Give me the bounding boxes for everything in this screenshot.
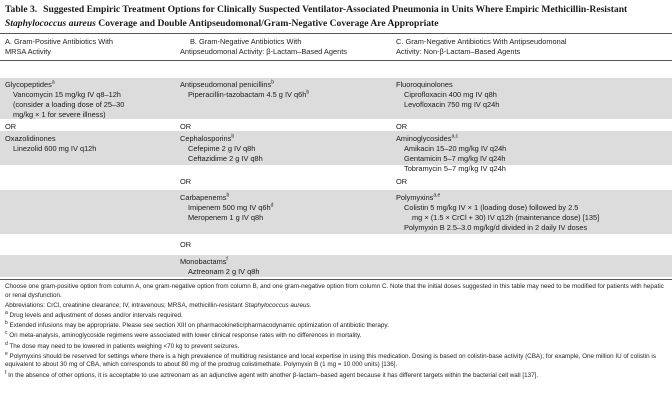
- header-col-b: [180, 37, 347, 57]
- note-instructions: Choose one gram-positive option from column A, one gram-negative option from column B, and one gram-negative option from column C. Note that the initial doses suggested in this table may need to be modified for patients with hepatic or renal dysfunction.: [5, 283, 664, 299]
- note-e: $^e$ Polymyxins should be reserved for settings where there is a high prevalence of multidrug resistance and local expertise in using this medication. Dosing is based on colistin-base activity (CBA); for example, One million IU of colistin is equivalent to about 30 mg of CBA, which corresponds to about 80 mg of the prodrug colistimethate. Polymyxin B (1 mg = 10 000 units) [136].: [5, 350, 656, 369]
- glycopeptides-heading: Glycopeptides$^a$: [5, 79, 55, 89]
- vancomycin-dose: Vancomycin 15 mg/kg IV q8–12h: [13, 90, 121, 99]
- header-col-a: [5, 37, 113, 57]
- or-label-b2: OR: [180, 177, 192, 186]
- glycopeptides-block: [5, 80, 124, 120]
- levofloxacin-dose: Levofloxacin 750 mg IV q24h: [404, 100, 500, 109]
- colistin-dose-2: mg × (1.5 × CrCl + 30) IV q12h (maintenance dose) [135]: [412, 213, 600, 222]
- polymyxins-heading: Polymyxins$^{a,e}$: [396, 192, 441, 202]
- bottom-rule: [0, 279, 672, 280]
- polymyxin-b-dose: Polymyxin B 2.5–3.0 mg/kg/d divided in 2 daily IV doses: [404, 223, 588, 232]
- note-a: $^a$ Drug levels and adjustment of doses and/or intervals required.: [5, 309, 183, 319]
- footnotes: [5, 283, 667, 382]
- header-b-line2: Antipseudomonal Activity: β-Lactam–Based Agents: [180, 47, 347, 56]
- header-rule: [0, 60, 672, 61]
- aminoglycosides-heading: Aminoglycosides$^{a,c}$: [396, 133, 459, 143]
- fluoroquinolones-heading: Fluoroquinolones: [396, 80, 453, 89]
- polymyxins-block: [396, 193, 599, 233]
- amikacin-dose: Amikacin 15–20 mg/kg IV q24h: [404, 144, 507, 153]
- oxazolidinones-block: [5, 134, 96, 154]
- linezolid-dose: Linezolid 600 mg IV q12h: [13, 144, 97, 153]
- or-label-c2: OR: [396, 177, 408, 186]
- monobactams-heading: Monobactams$^f$: [180, 256, 228, 266]
- aztreonam-dose: Aztreonam 2 g IV q8h: [188, 267, 260, 276]
- oxazolidinones-heading: Oxazolidinones: [5, 134, 56, 143]
- header-c-line2: Activity: Non-β-Lactam–Based Agents: [396, 47, 521, 56]
- note-c: $^c$ On meta-analysis, aminoglycoside regimens were associated with lower clinical response rates with no differences in mortality.: [5, 330, 362, 340]
- or-label-b3: OR: [180, 240, 192, 249]
- cefepime-dose: Cefepime 2 g IV q8h: [188, 144, 256, 153]
- row-band-2: [0, 131, 672, 165]
- carbapenems-heading: Carbapenems$^b$: [180, 192, 230, 202]
- header-col-c: [396, 37, 566, 57]
- monobactams-block: [180, 257, 260, 277]
- header-b-line1: B. Gram-Negative Antibiotics With: [190, 37, 302, 46]
- note-d: $^d$ The dose may need to be lowered in patients weighing <70 kg to prevent seizures.: [5, 340, 240, 350]
- note-abbreviations: Abbreviations: CrCl, creatinine clearance; IV, intravenous; MRSA, methicillin-resistant Staphylococcus aureus.: [5, 301, 312, 309]
- colistin-dose-1: Colistin 5 mg/kg IV × 1 (loading dose) followed by 2.5: [404, 203, 579, 212]
- penicillins-block: [180, 80, 309, 100]
- or-label-a: OR: [5, 122, 17, 131]
- piperacillin-dose: Piperacillin-tazobactam 4.5 g IV $q6h^b$: [188, 89, 310, 99]
- or-label-c1: OR: [396, 122, 408, 131]
- vancomycin-note-1: (consider a loading dose of 25–30: [13, 100, 125, 109]
- tobramycin-dose: Tobramycin 5–7 mg/kg IV q24h: [404, 164, 506, 173]
- title-italic: Staphylococcus aureus: [5, 17, 96, 29]
- ciprofloxacin-dose: Ciprofloxacin 400 mg IV q8h: [404, 90, 497, 99]
- vancomycin-note-2: mg/kg × 1 for severe illness): [13, 110, 106, 119]
- aminoglycosides-block: [396, 134, 506, 174]
- note-f: $^f$ In the absence of other options, it is acceptable to use aztreonam as an adjunctive agent with another β-lactam–based agent because it has different targets within the bacterial cell wall [137].: [5, 369, 539, 379]
- penicillins-heading: Antipseudomonal penicillins$^b$: [180, 79, 274, 89]
- or-label-b1: OR: [180, 122, 192, 131]
- meropenem-dose: Meropenem 1 g IV q8h: [188, 213, 264, 222]
- table-label: Table 3.: [5, 4, 38, 15]
- top-rule: [0, 33, 672, 34]
- title-line1: Suggested Empiric Treatment Options for Clinically Suspected Ventilator-Associated Pneumonia in Units Where Empiric Methicillin-Resistant: [43, 4, 628, 15]
- carbapenems-block: [180, 193, 273, 223]
- gentamicin-dose: Gentamicin 5–7 mg/kg IV q24h: [404, 154, 506, 163]
- title-line2: Coverage and Double Antipseudomonal/Gram-Negative Coverage Are Appropriate: [95, 17, 439, 29]
- header-c-line1: C. Gram-Negative Antibiotics With Antipseudomonal: [396, 37, 567, 46]
- fluoroquinolones-block: [396, 80, 499, 110]
- header-a-line1: A. Gram-Positive Antibiotics With: [5, 37, 114, 46]
- cephalosporins-block: [180, 134, 263, 164]
- header-a-line2: MRSA Activity: [5, 47, 51, 56]
- ceftazidime-dose: Ceftazidime 2 g IV q8h: [188, 154, 263, 163]
- row-band-4: [0, 255, 672, 277]
- table-title: [5, 3, 667, 30]
- note-b: $^b$ Extended infusions may be appropriate. Please see section XIII on pharmacokinetic/pharmacodynamic optimization of antibiotic therapy.: [5, 320, 389, 330]
- imipenem-dose: Imipenem 500 mg IV $q6h^d$: [188, 202, 274, 212]
- cephalosporins-heading: Cephalosporins$^b$: [180, 133, 235, 143]
